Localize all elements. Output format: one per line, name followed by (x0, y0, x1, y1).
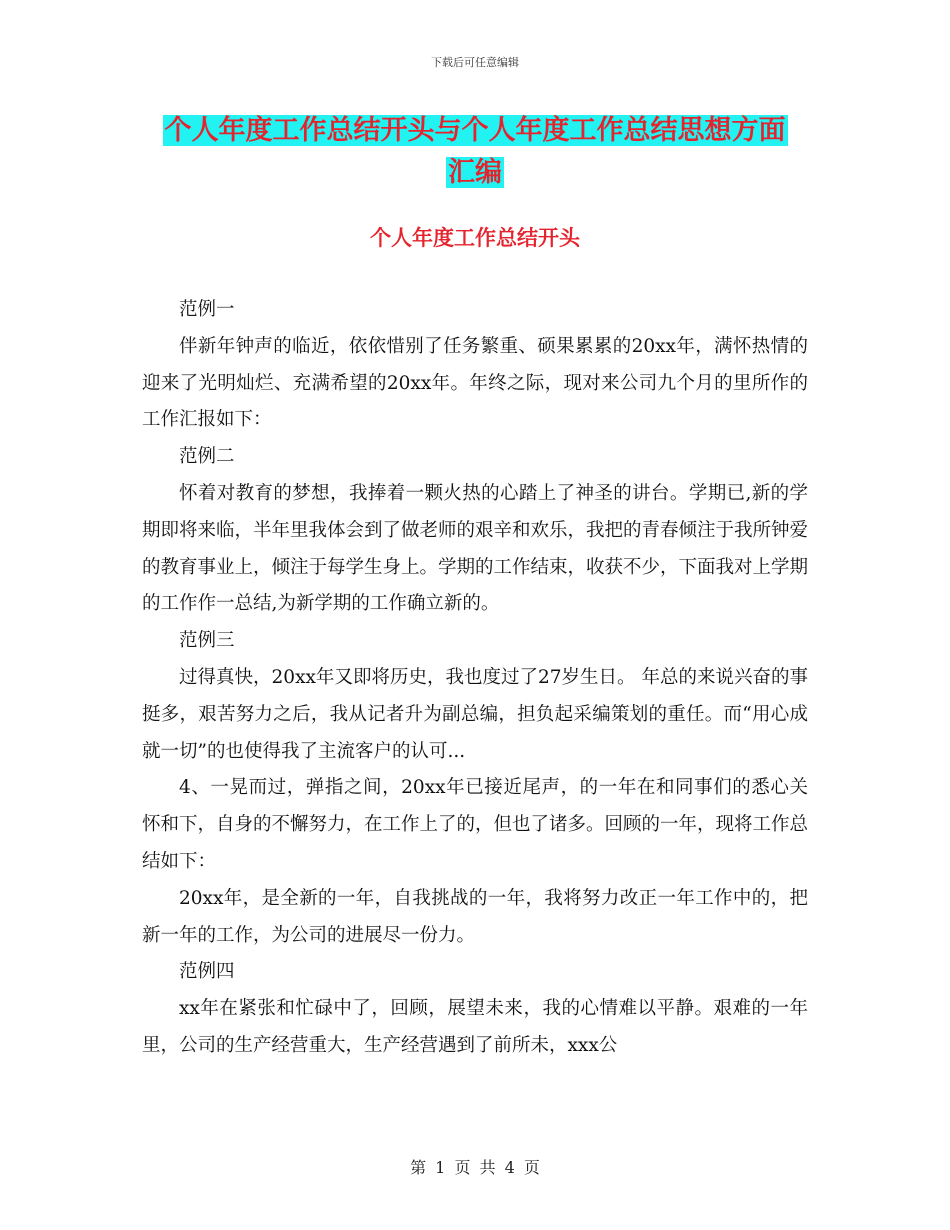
paragraph: 20xx年，是全新的一年，自我挑战的一年，我将努力改正一年工作中的，把新一年的工作，为公司的进展尽一份力。 (142, 887, 808, 946)
section-title: 个人年度工作总结开头 (370, 226, 580, 250)
document-body (142, 292, 808, 1065)
paragraph: xx年在紧张和忙碌中了，回顾，展望未来，我的心情难以平静。艰难的一年里，公司的生产经营重大，生产经营遇到了前所未，xxx公 (142, 998, 808, 1056)
paragraph: 4、一晃而过，弹指之间，20xx年已接近尾声，的一年在和同事们的悉心关怀和下，自身的不懈努力，在工作上了的，但也了诸多。回顾的一年，现将工作总结如下： (142, 777, 809, 872)
paragraph: 怀着对教育的梦想，我捧着一颗火热的心踏上了神圣的讲台。学期已,新的学期即将来临，半年里我体会到了做老师的艰辛和欢乐，我把的青春倾注于我所钟爱的教育事业上，倾注于每学生身上。学期的工作结束，收获不少，下面我对上学期的工作作一总结,为新学期的工作确立新的。 (142, 482, 809, 615)
document-title (140, 110, 810, 194)
paragraph: 范例四 (179, 961, 235, 983)
paragraph: 范例一 (179, 299, 235, 320)
paragraph: 伴新年钟声的临近，依依惜别了任务繁重、硕果累累的20xx年，满怀热情的迎来了光明灿烂、充满希望的20xx年。年终之际，现对来公司九个月的里所作的工作汇报如下： (142, 335, 808, 431)
paragraph: 过得真快，20xx年又即将历史，我也度过了27岁生日。 年总的来说兴奋的事挺多，艰苦努力之后，我从记者升为副总编，担负起采编策划的重任。而“用心成就一切”的也使得我了主流客户的认可... (142, 666, 808, 762)
document-title-line-1: 个人年度工作总结开头与个人年度工作总结思想方面 (164, 115, 786, 146)
document-title-line-2: 汇编 (448, 157, 502, 188)
paragraph: 范例三 (179, 630, 235, 652)
page-footer: 第 1 页 共 4 页 (410, 1158, 540, 1177)
paragraph: 范例二 (179, 446, 235, 468)
header-note: 下载后可任意编辑 (431, 56, 519, 69)
